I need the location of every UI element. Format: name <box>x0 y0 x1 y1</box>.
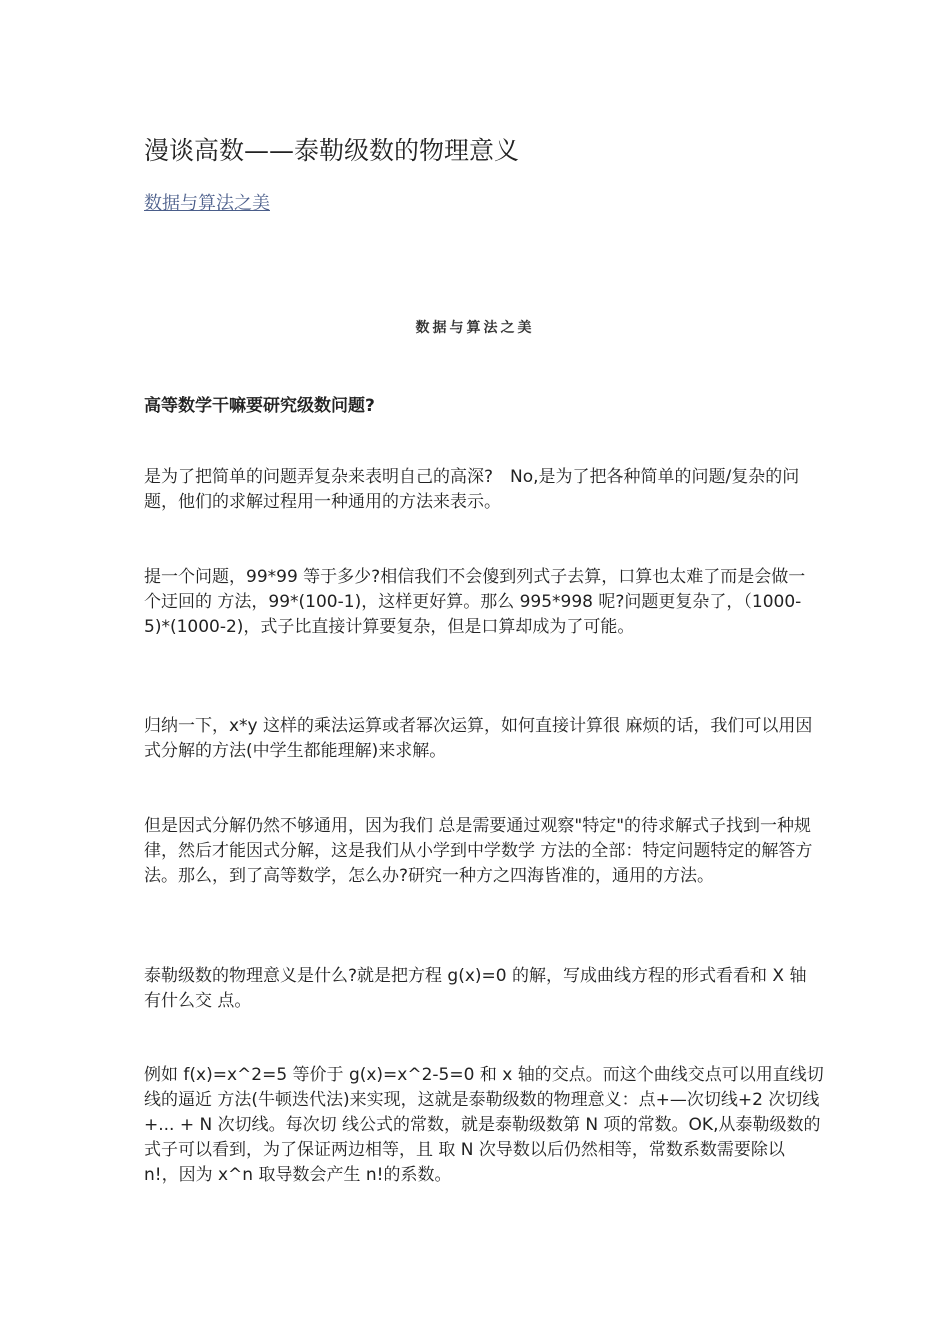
author-link[interactable]: 数据与算法之美 <box>144 193 270 214</box>
paragraph-4: 但是因式分解仍然不够通用，因为我们 总是需要通过观察"特定"的待求解式子找到一种规律，然后才能因式分解，这是我们从小学到中学数学 方法的全部：特定问题特定的解答方法。那么，到了高等数学，怎么办?研究一种方之四海皆准的，通用的方法。 <box>144 816 813 886</box>
article-title: 漫谈高数——泰勒级数的物理意义 <box>144 136 520 165</box>
paragraph-2: 提一个问题，99*99 等于多少?相信我们不会傻到列式子去算，口算也太难了而是会做一个迂回的 方法，99*(100-1)，这样更好算。那么 995*998 呢?问题更复杂了，（1000-5)*(1000-2)，式子比直接计算要复杂，但是口算却成为了可能。 <box>144 567 806 637</box>
paragraph-1: 是为了把简单的问题弄复杂来表明自己的高深? No,是为了把各种简单的问题/复杂的问题，他们的求解过程用一种通用的方法来表示。 <box>144 467 800 512</box>
section-heading: 高等数学干嘛要研究级数问题? <box>144 396 375 416</box>
paragraph-5: 泰勒级数的物理意义是什么?就是把方程 g(x)=0 的解，写成曲线方程的形式看看和 X 轴有什么交 点。 <box>144 966 807 1011</box>
paragraph-6: 例如 f(x)=x^2=5 等价于 g(x)=x^2-5=0 和 x 轴的交点。而这个曲线交点可以用直线切线的逼近 方法(牛顿迭代法)来实现，这就是泰勒级数的物理意义：点+—次切线+2 次切线+... + N 次切线。每次切 线公式的常数，就是泰勒级数第 N 项的常数。OK,从泰勒级数的式子可以看到，为了保证两边相等，且 取 N 次导数以后仍然相等，常数系数需要除以 n!，因为 x^n 取导数会产生 n!的系数。 <box>144 1065 824 1185</box>
paragraph-3: 归纳一下，x*y 这样的乘法运算或者幂次运算，如何直接计算很 麻烦的话，我们可以用因式分解的方法(中学生都能理解)来求解。 <box>144 716 813 761</box>
account-name-label: 数据与算法之美 <box>415 320 535 336</box>
